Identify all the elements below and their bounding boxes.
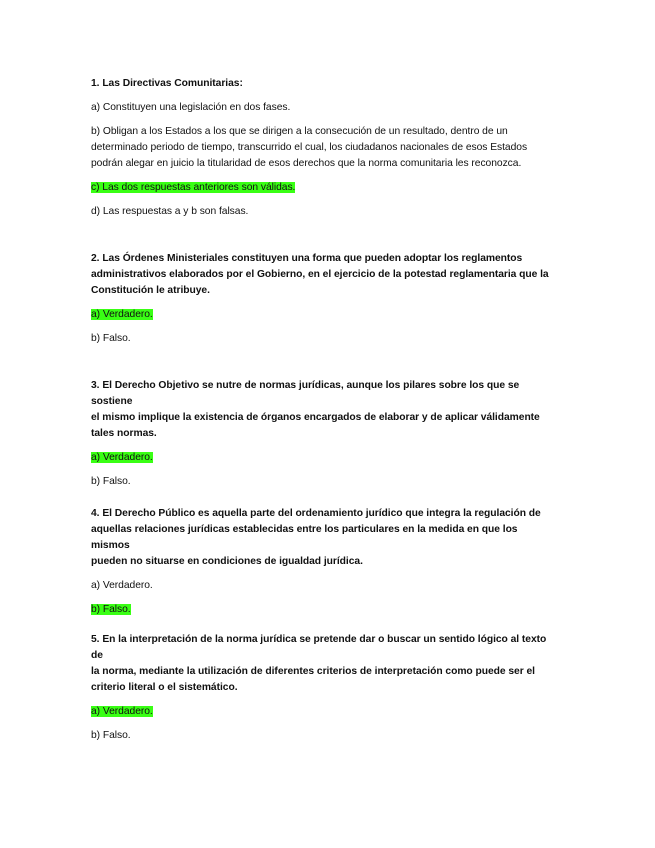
question-4-text [91,506,551,570]
option-row [91,728,551,744]
option-b: b) Obligan a los Estados a los que se dirigen a la consecución de un resultado, dentro de un determinado periodo de tiempo, transcurrido el cual, los ciudadanos nacionales de esos Estados podrán alegar en juicio la titularidad de esos derechos que la norma comunitaria les reconozca. [91,126,528,169]
question-4 [91,506,551,618]
option-row [91,204,551,220]
option-b-highlighted: b) Falso. [91,604,131,615]
option-a: a) Constituyen una legislación en dos fases. [91,102,291,113]
option-b: b) Falso. [91,476,131,487]
question-1 [91,76,551,220]
question-number: 3. [91,380,100,391]
option-a-highlighted: a) Verdadero. [91,309,153,320]
question-1-text [91,76,551,92]
question-5 [91,632,551,744]
option-row [91,180,551,196]
option-b: b) Falso. [91,333,131,344]
question-statement: Las Órdenes Ministeriales constituyen una forma que pueden adoptar los reglamentos administrativos elaborados por el Gobierno, en el ejercicio de la potestad reglamentaria que la Constitución le atribuye. [91,253,549,296]
option-a-highlighted: a) Verdadero. [91,706,153,717]
option-c-highlighted: c) Las dos respuestas anteriores son válidas. [91,182,296,193]
option-b: b) Falso. [91,730,131,741]
option-row [91,474,551,490]
option-row [91,578,551,594]
question-5-text [91,632,551,696]
question-3-text [91,378,551,442]
question-statement: El Derecho Objetivo se nutre de normas jurídicas, aunque los pilares sobre los que se sostiene el mismo implique la existencia de órganos encargados de elaborar y de aplicar válidamente tales normas. [91,380,540,439]
question-statement: Las Directivas Comunitarias: [102,78,243,89]
question-number: 5. [91,634,100,645]
question-number: 4. [91,508,100,519]
question-number: 1. [91,78,100,89]
option-row [91,450,551,466]
question-number: 2. [91,253,100,264]
option-row [91,100,551,116]
option-row [91,124,551,172]
option-a: a) Verdadero. [91,580,153,591]
option-row [91,307,551,323]
question-2 [91,251,551,347]
option-row [91,602,551,618]
option-row [91,331,551,347]
option-d: d) Las respuestas a y b son falsas. [91,206,249,217]
question-2-text [91,251,551,299]
question-statement: El Derecho Público es aquella parte del ordenamiento jurídico que integra la regulación de aquellas relaciones jurídicas establecidas entre los particulares en la medida en que los mismos pueden no situarse en condiciones de igualdad jurídica. [91,508,541,567]
option-a-highlighted: a) Verdadero. [91,452,153,463]
question-3 [91,378,551,490]
question-statement: En la interpretación de la norma jurídica se pretende dar o buscar un sentido lógico al texto de la norma, mediante la utilización de diferentes criterios de interpretación como puede ser el criterio literal o el sistemático. [91,634,547,693]
option-row [91,704,551,720]
